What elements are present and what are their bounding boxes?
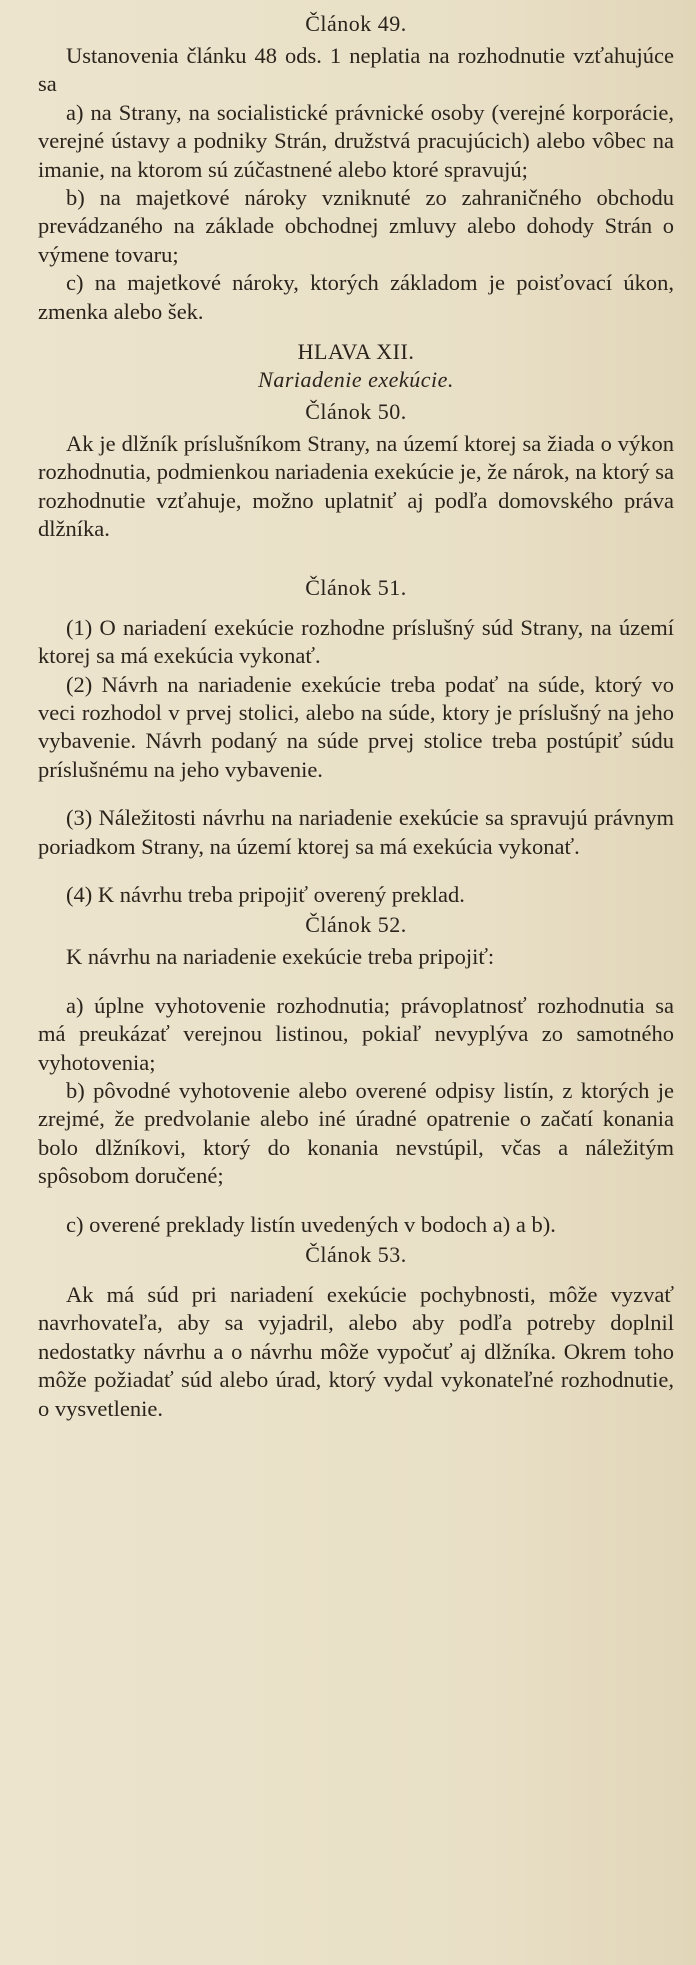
article-50-text: Ak je dlžník príslušníkom Strany, na území ktorej sa žiada o výkon rozhodnutia, podmienkou nariadenia exekúcie je, že nárok, na ktorý sa rozhodnutie vzťahuje, možno uplatniť aj podľa domovského práva dlžníka. (38, 431, 675, 542)
article-53-title: Článok 53. (305, 1242, 407, 1267)
article-52-intro: K návrhu na nariadenie exekúcie treba pripojiť: (66, 944, 495, 970)
article-52-title: Článok 52. (305, 912, 407, 938)
chapter-number: HLAVA XII. (297, 339, 415, 365)
chapter-title: Nariadenie exekúcie. (258, 367, 454, 393)
article-52-item-c: c) overené preklady listín uvedených v bodoch a) a b). (66, 1211, 556, 1237)
article-51-title: Článok 51. (305, 574, 407, 600)
article-52-item-b: b) pôvodné vyhotovenie alebo overené odpisy listín, z ktorých je zrejmé, že predvolanie alebo iné úradné opatrenie o začatí konania bolo dlžníkovi, ktorý do konania nevstúpil, včas a náležitým spôsobom doručené; (38, 1077, 674, 1189)
article-53-text: Ak má súd pri nariadení exekúcie pochybnosti, môže vyzvať navrhovateľa, aby sa vyjadril, alebo aby podľa potreby doplnil nedostatky návrhu a o návrhu môže vypočuť aj dlžníka. Okrem toho môže požiadať súd alebo úrad, ktorý vydal vykonateľné rozhodnutie, o vysvetlenie. (38, 1282, 674, 1421)
article-49-title: Článok 49. (305, 11, 407, 36)
article-49-item-c: c) na majetkové nároky, ktorých základom je poisťovací úkon, zmenka alebo šek. (38, 270, 674, 324)
article-51-paragraph-4: (4) K návrhu treba pripojiť overený preklad. (66, 881, 465, 907)
article-50-title: Článok 50. (305, 399, 407, 425)
article-52-item-a: a) úplne vyhotovenie rozhodnutia; právoplatnosť rozhodnutia sa má preukázať verejnou listinou, pokiaľ nevyplýva zo samotného vyhotovenia; (38, 992, 674, 1075)
article-51-paragraph-2: (2) Návrh na nariadenie exekúcie treba podať na súde, ktorý vo veci rozhodol v prvej stolici, alebo na súde, ktory je príslušný na jeho vybavenie. Návrh podaný na súde prvej stolice treba postúpiť súdu príslušnému na jeho vybavenie. (38, 671, 674, 782)
article-49-item-a: a) na Strany, na socialistické právnické osoby (verejné korporácie, verejné ústavy a podniky Strán, družstvá pracujúcich) alebo vôbec na imanie, na ktorom sú zúčastnené alebo ktoré spravujú; (38, 99, 674, 182)
article-51-paragraph-3: (3) Náležitosti návrhu na nariadenie exekúcie sa spravujú právnym poriadkom Strany, na území ktorej sa má exekúcia vykonať. (38, 805, 674, 859)
article-51-paragraph-1: (1) O nariadení exekúcie rozhodne príslušný súd Strany, na území ktorej sa má exekúcia vykonať. (38, 614, 674, 669)
article-49-intro: Ustanovenia článku 48 ods. 1 neplatia na rozhodnutie vzťahujúce sa (38, 43, 674, 97)
article-49-item-b: b) na majetkové nároky vzniknuté zo zahraničného obchodu prevádzaného na základe obchodnej zmluvy alebo dohody Strán o výmene tovaru; (38, 185, 674, 267)
